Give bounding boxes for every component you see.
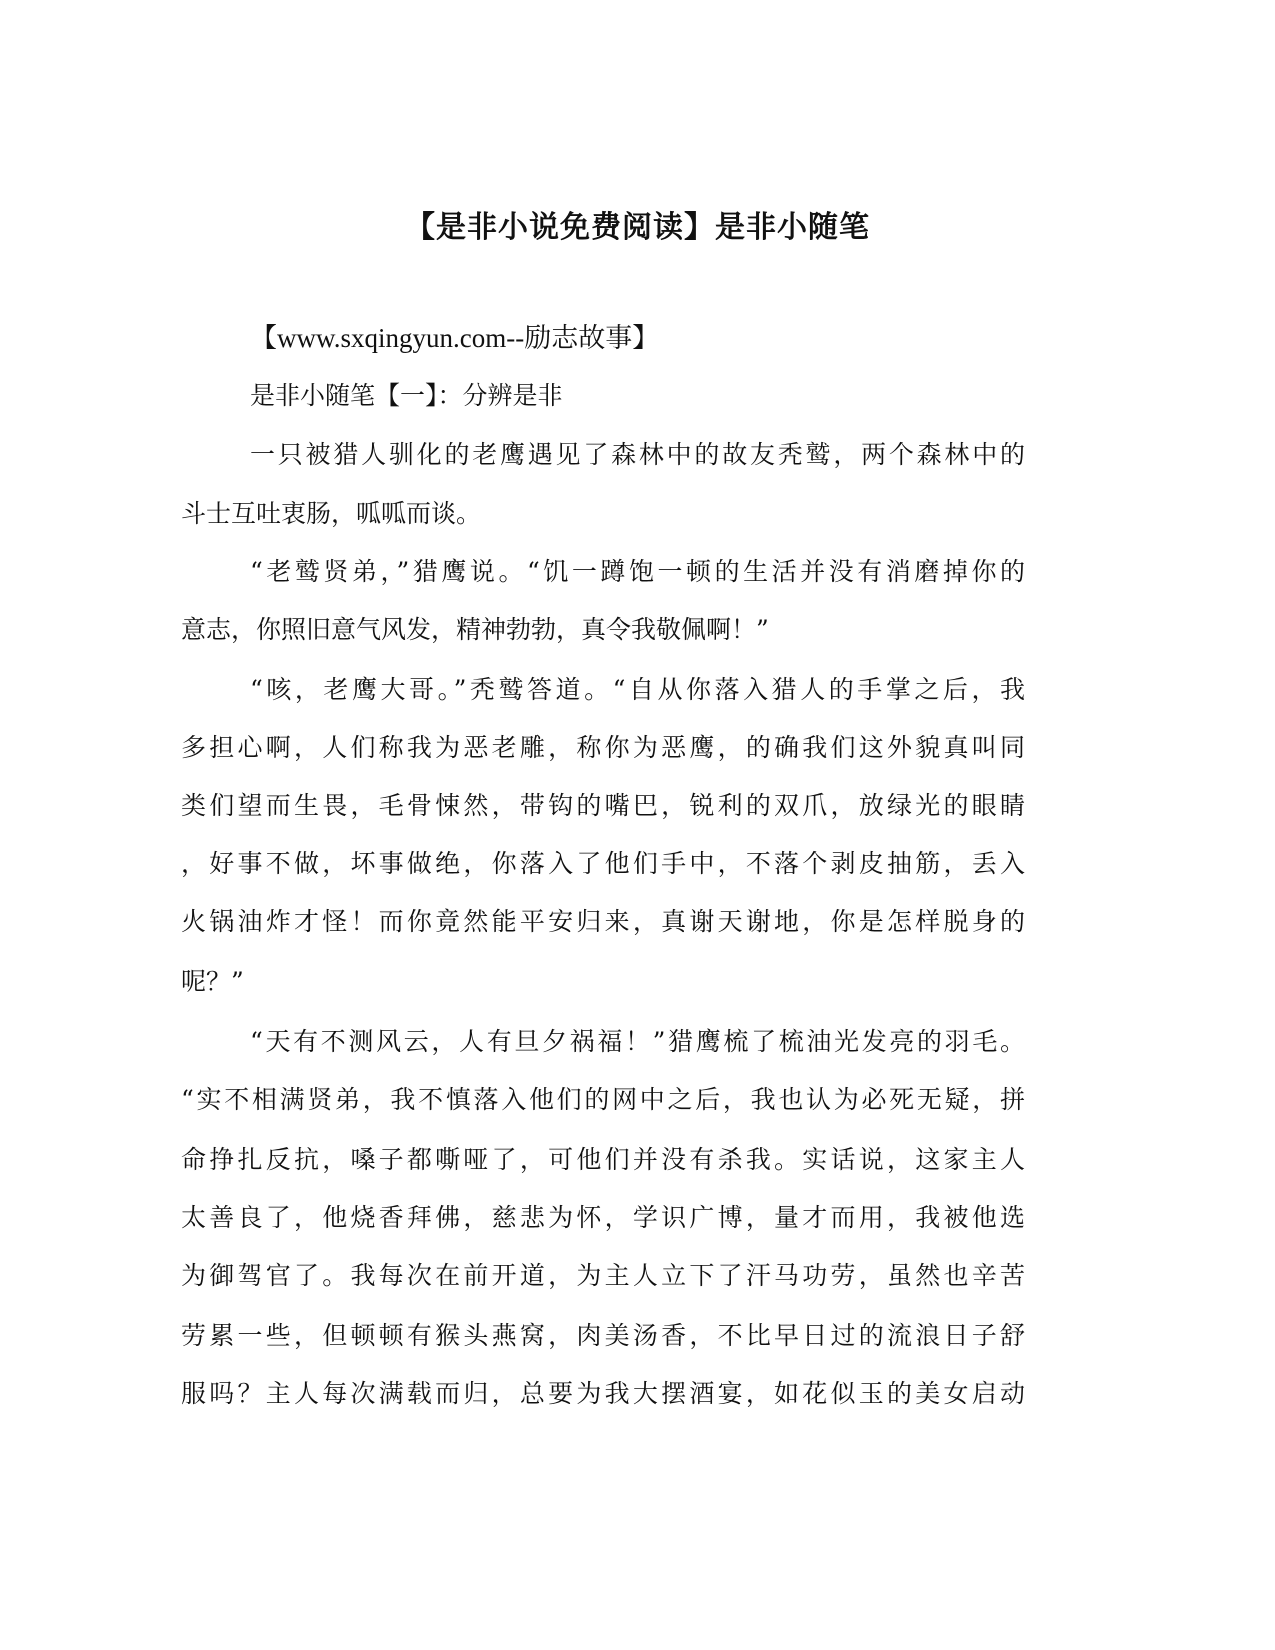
body-line: 类们望而生畏，毛骨悚然，带钩的嘴巴，锐利的双爪，放绿光的眼睛 [181, 791, 1025, 820]
document-title: 【是非小说免费阅读】是非小随笔 [405, 210, 870, 245]
body-line: 多担心啊，人们称我为恶老雕，称你为恶鹰，的确我们这外貌真叫同 [181, 733, 1025, 762]
body-line: 劳累一些，但顿顿有猴头燕窝，肉美汤香，不比早日过的流浪日子舒 [181, 1321, 1025, 1350]
body-line: 太善良了，他烧香拜佛，慈悲为怀，学识广博，量才而用，我被他选 [181, 1203, 1025, 1232]
body-line: ，好事不做，坏事做绝，你落入了他们手中，不落个剥皮抽筋，丢入 [181, 849, 1025, 878]
body-line: 斗士互吐衷肠，呱呱而谈。 [181, 499, 482, 528]
section-heading: 是非小随笔【一】：分辨是非 [250, 381, 563, 410]
body-line: “实不相满贤弟，我不慎落入他们的网中之后，我也认为必死无疑，拼 [181, 1085, 1025, 1114]
body-line: 火锅油炸才怪！而你竟然能平安归来，真谢天谢地，你是怎样脱身的 [181, 907, 1025, 936]
body-line: “咳，老鹰大哥。”秃鹫答道。“自从你落入猎人的手掌之后，我 [250, 675, 1025, 704]
body-line: 为御驾官了。我每次在前开道，为主人立下了汗马功劳，虽然也辛苦 [181, 1261, 1025, 1290]
body-line: 呢？” [181, 967, 244, 996]
body-line: 意志，你照旧意气风发，精神勃勃，真令我敬佩啊！” [181, 615, 769, 644]
body-line: “老鹫贤弟，”猎鹰说。“饥一蹲饱一顿的生活并没有消磨掉你的 [250, 557, 1025, 586]
source-line: 【www.sxqingyun.com--励志故事】 [250, 323, 660, 353]
body-line: 服吗？主人每次满载而归，总要为我大摆酒宴，如花似玉的美女启动 [181, 1379, 1025, 1408]
body-line: 一只被猎人驯化的老鹰遇见了森林中的故友秃鹫，两个森林中的 [250, 440, 1025, 469]
body-line: 命挣扎反抗，嗓子都嘶哑了，可他们并没有杀我。实话说，这家主人 [181, 1145, 1025, 1174]
body-line: “天有不测风云，人有旦夕祸福！”猎鹰梳了梳油光发亮的羽毛。 [250, 1027, 1025, 1056]
